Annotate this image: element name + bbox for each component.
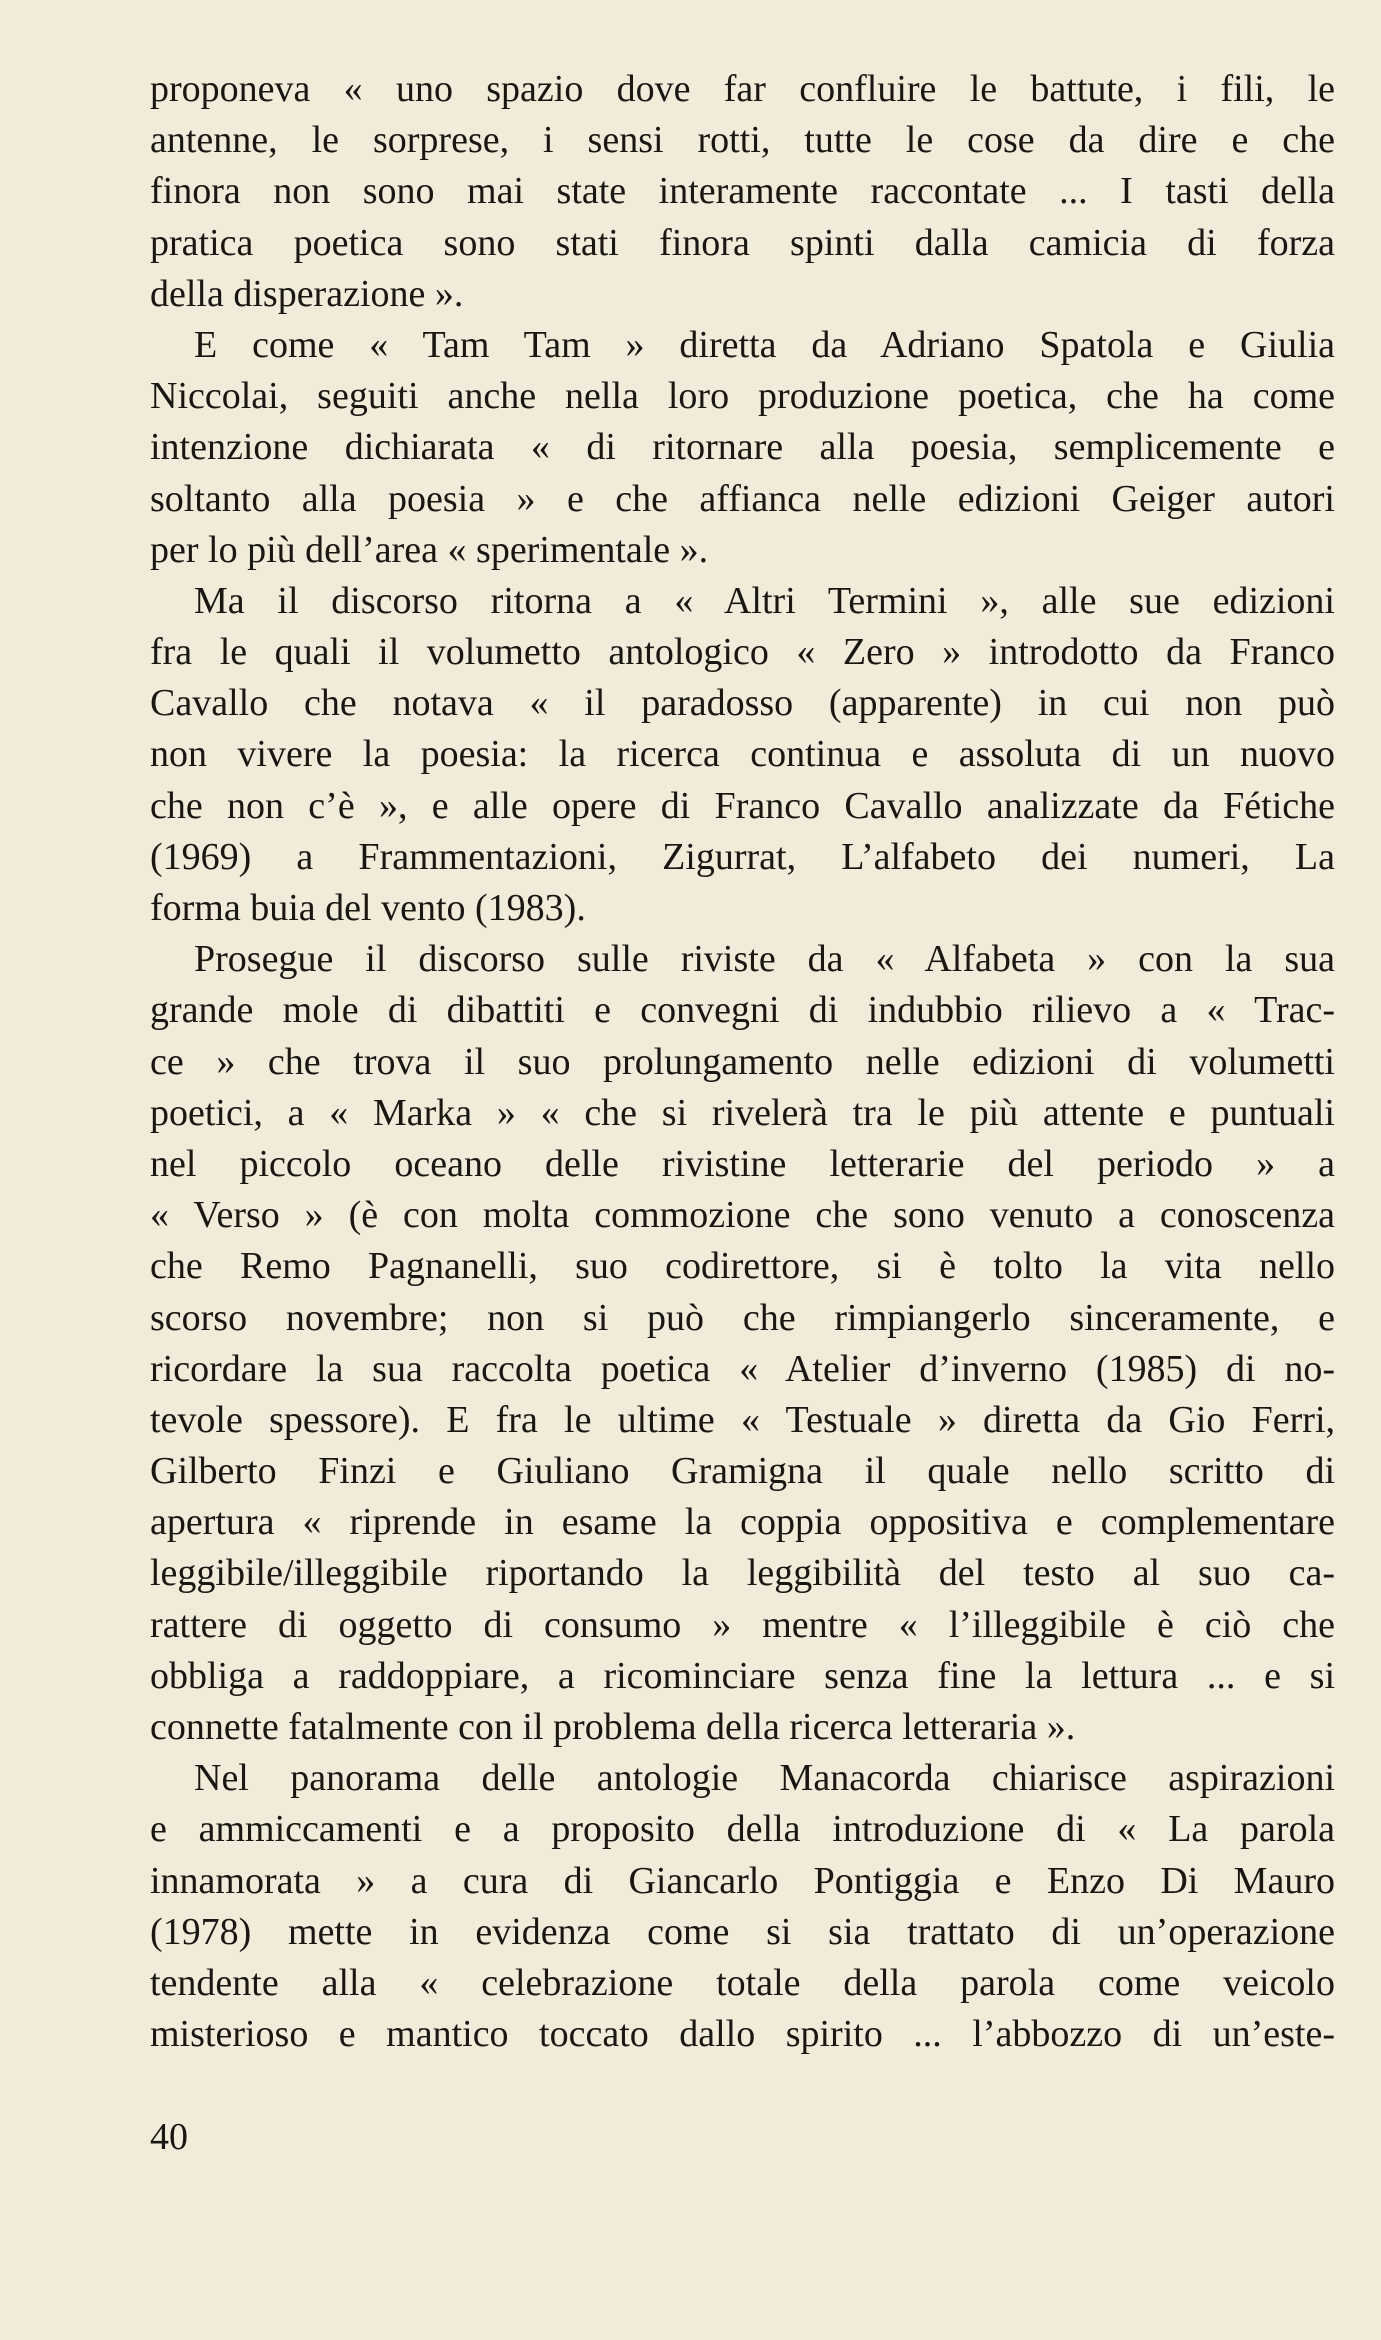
text-line: poetici, a « Marka » « che si rivelerà tra le più attente e puntuali (150, 1091, 1335, 1134)
text-line: nel piccolo oceano delle rivistine letterarie del periodo » a (150, 1142, 1335, 1185)
text-line: che Remo Pagnanelli, suo codirettore, si è tolto la vita nello (150, 1245, 1335, 1288)
page-number: 40 (150, 2116, 188, 2158)
text-line: intenzione dichiarata « di ritornare alla poesia, semplicemente e (150, 426, 1335, 469)
text-line: obbliga a raddoppiare, a ricominciare senza fine la lettura ... e si (150, 1654, 1335, 1697)
text-line: che non c’è », e alle opere di Franco Cavallo analizzate da Fétiche (150, 784, 1335, 827)
text-line: ce » che trova il suo prolungamento nelle edizioni di volumetti (150, 1040, 1335, 1083)
text-line: Ma il discorso ritorna a « Altri Termini », alle sue edizioni (194, 579, 1335, 622)
text-line: E come « Tam Tam » diretta da Adriano Spatola e Giulia (194, 323, 1335, 366)
text-line: tendente alla « celebrazione totale della parola come veicolo (150, 1961, 1335, 2004)
text-line: scorso novembre; non si può che rimpiangerlo sinceramente, e (150, 1296, 1335, 1339)
text-line: non vivere la poesia: la ricerca continua e assoluta di un nuovo (150, 733, 1335, 776)
text-line: grande mole di dibattiti e convegni di indubbio rilievo a « Trac- (150, 989, 1335, 1032)
text-line: leggibile/illeggibile riportando la leggibilità del testo al suo ca- (150, 1552, 1335, 1595)
text-line: innamorata » a cura di Giancarlo Pontiggia e Enzo Di Mauro (150, 1859, 1335, 1902)
text-line: Niccolai, seguiti anche nella loro produzione poetica, che ha come (150, 375, 1335, 418)
text-line: connette fatalmente con il problema della ricerca letteraria ». (150, 1706, 1076, 1748)
text-line: (1978) mette in evidenza come si sia trattato di un’operazione (150, 1910, 1335, 1953)
text-line: misterioso e mantico toccato dallo spirito ... l’abbozzo di un’este- (150, 2013, 1335, 2056)
text-line: Prosegue il discorso sulle riviste da « Alfabeta » con la sua (194, 938, 1335, 981)
text-line: antenne, le sorprese, i sensi rotti, tutte le cose da dire e che (150, 119, 1335, 162)
text-line: fra le quali il volumetto antologico « Zero » introdotto da Franco (150, 631, 1335, 674)
text-line: « Verso » (è con molta commozione che sono venuto a conoscenza (150, 1194, 1335, 1237)
text-line: finora non sono mai state interamente raccontate ... I tasti della (150, 170, 1335, 213)
text-line: Gilberto Finzi e Giuliano Gramigna il quale nello scritto di (150, 1450, 1335, 1493)
text-line: Nel panorama delle antologie Manacorda chiarisce aspirazioni (194, 1757, 1335, 1800)
text-line: e ammiccamenti e a proposito della introduzione di « La parola (150, 1808, 1335, 1851)
text-line: della disperazione ». (150, 272, 464, 315)
text-line: proponeva « uno spazio dove far confluire le battute, i fili, le (150, 68, 1335, 110)
body-text (150, 64, 1335, 2060)
text-line: per lo più dell’area « sperimentale ». (150, 528, 709, 571)
text-line: ricordare la sua raccolta poetica « Atelier d’inverno (1985) di no- (150, 1347, 1335, 1390)
text-line: forma buia del vento (1983). (150, 887, 586, 929)
text-line: tevole spessore). E fra le ultime « Testuale » diretta da Gio Ferri, (150, 1398, 1335, 1441)
text-line: rattere di oggetto di consumo » mentre « l’illeggibile è ciò che (150, 1603, 1335, 1646)
text-line: (1969) a Frammentazioni, Zigurrat, L’alfabeto dei numeri, La (150, 835, 1335, 878)
text-line: Cavallo che notava « il paradosso (apparente) in cui non può (150, 682, 1335, 725)
text-line: soltanto alla poesia » e che affianca nelle edizioni Geiger autori (150, 477, 1335, 520)
text-line: pratica poetica sono stati finora spinti dalla camicia di forza (150, 221, 1335, 264)
text-line: apertura « riprende in esame la coppia oppositiva e complementare (150, 1501, 1335, 1544)
